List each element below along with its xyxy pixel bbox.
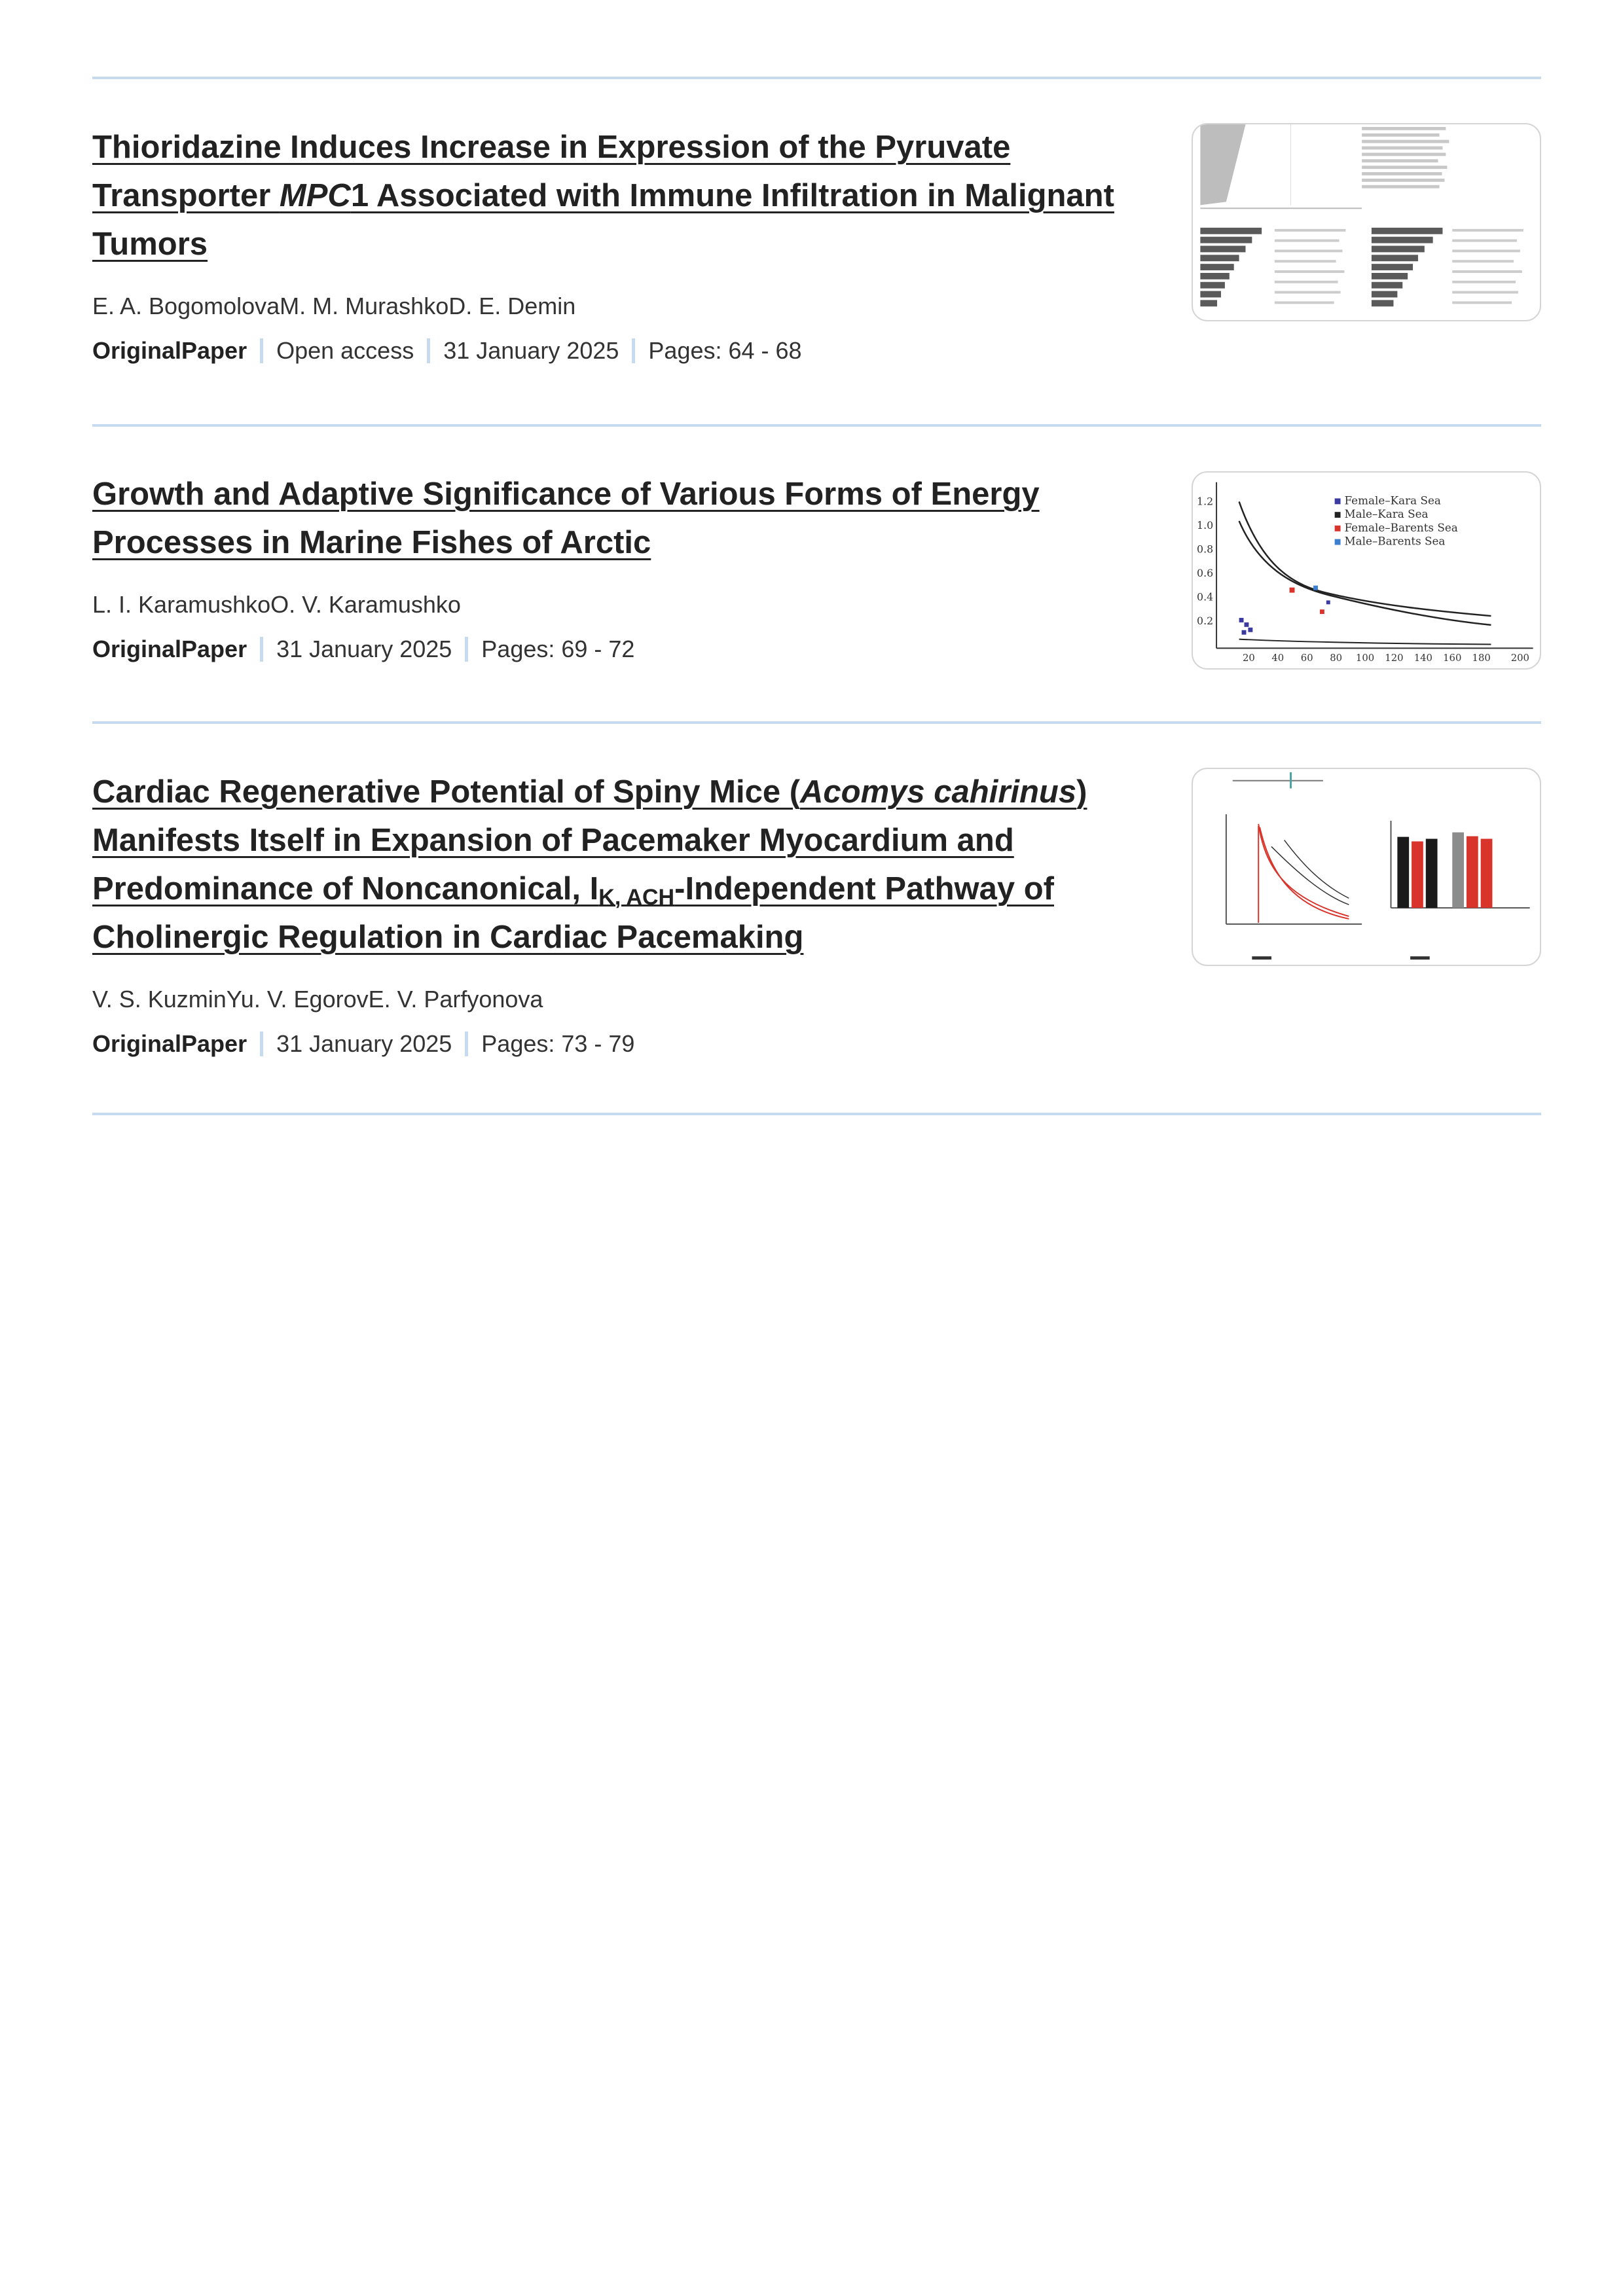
article-type: OriginalPaper <box>92 337 247 364</box>
article-item <box>92 470 1541 665</box>
article-authors: E. A. BogomolovaM. M. MurashkoD. E. Demin <box>92 293 576 319</box>
x-tick-label: 160 <box>1443 653 1462 664</box>
thumbnail-figure-bars <box>1193 124 1540 320</box>
x-tick-label: 140 <box>1413 653 1432 664</box>
x-tick-label: 120 <box>1385 653 1404 664</box>
published-date: 31 January 2025 <box>443 337 619 364</box>
x-tick-label: 200 <box>1510 653 1529 664</box>
article-meta <box>92 335 1541 367</box>
title-text: ) Manifests Itself in Expansion of Pacemaker Myocardium and Predominance of Noncanonical, I <box>92 774 1087 906</box>
article-item <box>92 123 1541 367</box>
meta-separator <box>260 338 263 363</box>
article-title <box>92 470 1159 567</box>
divider <box>92 424 1541 427</box>
article-item <box>92 768 1541 1060</box>
thumbnail-figure-curves <box>1193 473 1540 668</box>
page-range: Pages: 69 - 72 <box>481 636 635 662</box>
x-tick-label: 80 <box>1330 653 1343 664</box>
divider <box>92 77 1541 79</box>
article-thumbnail[interactable] <box>1192 471 1541 670</box>
meta-separator <box>260 1031 263 1056</box>
x-tick-label: 180 <box>1472 653 1491 664</box>
legend-entry: Female–Kara Sea <box>1344 493 1441 507</box>
thumbnail-figure-electrophysiology <box>1193 769 1540 965</box>
title-subscript: K, ACH <box>598 885 675 910</box>
meta-separator <box>465 1031 468 1056</box>
page-range: Pages: 73 - 79 <box>481 1030 635 1057</box>
article-authors: L. I. KaramushkoO. V. Karamushko <box>92 591 461 618</box>
article-title-link[interactable] <box>92 130 1114 262</box>
article-title <box>92 768 1159 961</box>
x-tick-label: 20 <box>1242 653 1255 664</box>
meta-separator <box>632 338 635 363</box>
published-date: 31 January 2025 <box>276 1030 452 1057</box>
y-tick-label: 1.2 <box>1197 495 1214 508</box>
meta-separator <box>427 338 430 363</box>
access-badge: Open access <box>276 337 414 364</box>
y-tick-label: 0.2 <box>1197 614 1214 627</box>
meta-separator <box>465 637 468 662</box>
article-title-link[interactable]: Growth and Adaptive Significance of Various Forms of Energy Processes in Marine Fishes of Arctic <box>92 476 1040 560</box>
x-tick-label: 40 <box>1271 653 1285 664</box>
title-gene-italic: MPC <box>279 178 351 213</box>
title-text: 1 Associated with Immune Infiltration in Malignant Tumors <box>92 178 1114 262</box>
title-text: Thioridazine Induces Increase in Expression of the Pyruvate Transporter <box>92 130 1011 213</box>
page-range: Pages: 64 - 68 <box>648 337 802 364</box>
title-text: Cardiac Regenerative Potential of Spiny Mice ( <box>92 774 801 810</box>
article-meta <box>92 1028 1541 1060</box>
article-thumbnail[interactable] <box>1192 768 1541 966</box>
divider <box>92 721 1541 724</box>
legend-entry: Male–Kara Sea <box>1344 507 1429 521</box>
title-text: -Independent Pathway of Cholinergic Regulation in Cardiac Pacemaking <box>92 871 1054 955</box>
published-date: 31 January 2025 <box>276 636 452 662</box>
article-thumbnail[interactable] <box>1192 123 1541 321</box>
y-tick-label: 0.4 <box>1197 590 1214 603</box>
x-tick-label: 100 <box>1355 653 1375 664</box>
title-species-italic: Acomys cahirinus <box>800 774 1077 810</box>
article-type: OriginalPaper <box>92 1030 247 1057</box>
article-title-link[interactable] <box>92 774 1087 955</box>
meta-separator <box>260 637 263 662</box>
y-tick-label: 0.8 <box>1197 543 1214 556</box>
y-tick-label: 0.6 <box>1197 566 1214 579</box>
article-authors: V. S. KuzminYu. V. EgorovE. V. Parfyonova <box>92 986 543 1013</box>
article-type: OriginalPaper <box>92 636 247 662</box>
article-title <box>92 123 1159 268</box>
legend-entry: Male–Barents Sea <box>1344 534 1446 548</box>
y-tick-label: 1.0 <box>1197 518 1214 531</box>
x-tick-label: 60 <box>1300 653 1313 664</box>
legend-entry: Female–Barents Sea <box>1344 520 1458 534</box>
divider <box>92 1113 1541 1115</box>
